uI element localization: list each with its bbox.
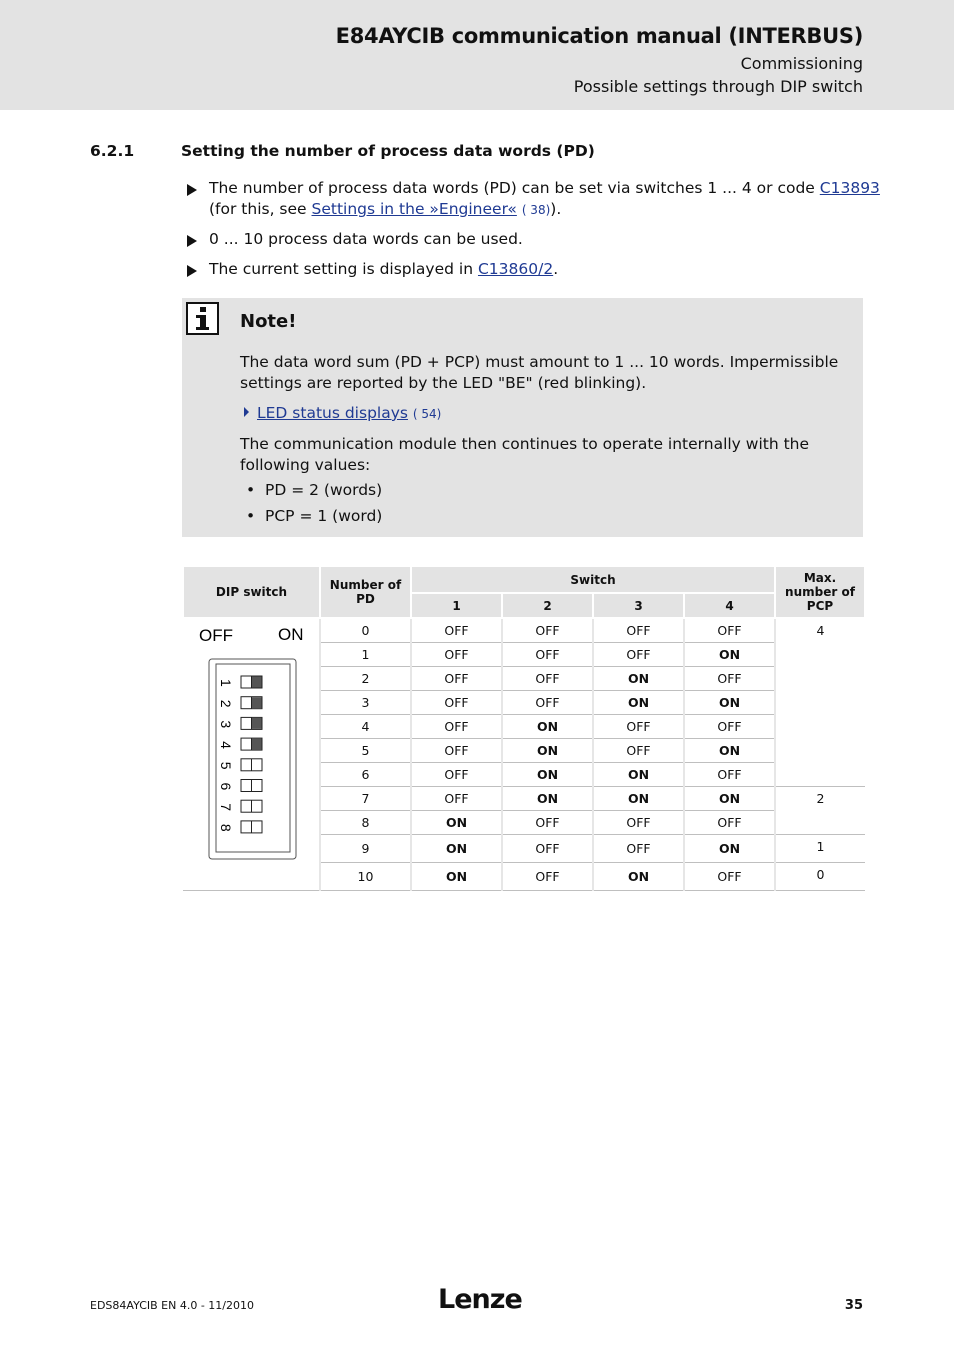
switch-state: OFF <box>502 811 593 835</box>
list-item: • PD = 2 (words) <box>246 481 383 499</box>
link-c13893[interactable]: C13893 <box>819 179 880 197</box>
switch-state: OFF <box>684 763 775 787</box>
switch-state: ON <box>411 811 502 835</box>
document-code: EDS84AYCIB EN 4.0 - 11/2010 <box>90 1299 254 1312</box>
header-dip-switch: DIP switch <box>183 566 320 618</box>
switch-state: OFF <box>502 667 593 691</box>
section-subtitle: Possible settings through DIP switch <box>573 77 863 96</box>
header-switch-1: 1 <box>411 593 502 618</box>
lenze-logo: Lenze <box>438 1284 522 1315</box>
dip-switch-number: 1 <box>218 679 234 687</box>
header-switch-3: 3 <box>593 593 684 618</box>
note-text: The communication module then continues to operate internally with the <box>240 435 810 453</box>
dip-lever-on <box>252 718 262 729</box>
pd-value: 1 <box>320 643 411 667</box>
pd-value: 0 <box>320 618 411 643</box>
switch-state: ON <box>593 787 684 811</box>
switch-state: ON <box>593 691 684 715</box>
switch-state: OFF <box>593 618 684 643</box>
note-text: The data word sum (PD + PCP) must amount to 1 ... 10 words. Impermissible <box>240 353 839 371</box>
switch-state: ON <box>684 835 775 863</box>
switch-state: ON <box>684 787 775 811</box>
page-ref[interactable]: ( 38) <box>521 203 551 217</box>
dip-switch-number: 6 <box>218 782 234 791</box>
switch-state: OFF <box>684 715 775 739</box>
dip-lever-on <box>252 697 262 708</box>
header-switch: Switch <box>411 566 775 593</box>
switch-state: OFF <box>502 643 593 667</box>
pd-value: 10 <box>320 863 411 891</box>
switch-state: ON <box>593 667 684 691</box>
dip-on-label: ON <box>278 625 304 644</box>
switch-state: OFF <box>411 643 502 667</box>
header-number-pd: Number of PD <box>320 566 411 618</box>
switch-state: OFF <box>593 715 684 739</box>
switch-state: OFF <box>411 715 502 739</box>
pcp-value: 2 <box>775 787 865 835</box>
pd-value: 9 <box>320 835 411 863</box>
switch-state: ON <box>502 715 593 739</box>
pcp-value: 4 <box>775 618 865 787</box>
chapter-title: Commissioning <box>740 54 863 73</box>
link-c13860-2[interactable]: C13860/2 <box>477 260 554 278</box>
switch-state: ON <box>684 691 775 715</box>
page-number: 35 <box>844 1298 863 1313</box>
header-switch-2: 2 <box>502 593 593 618</box>
switch-state: OFF <box>411 618 502 643</box>
dip-switch-diagram <box>183 618 320 891</box>
link-arrow-icon <box>244 407 249 417</box>
switch-state: OFF <box>411 739 502 763</box>
document-title: E84AYCIB communication manual (INTERBUS) <box>335 24 863 48</box>
section-number: 6.2.1 <box>90 142 135 160</box>
switch-state: OFF <box>684 811 775 835</box>
pd-value: 6 <box>320 763 411 787</box>
switch-state: ON <box>502 763 593 787</box>
note-box <box>182 298 863 537</box>
pd-value: 2 <box>320 667 411 691</box>
switch-state: OFF <box>684 667 775 691</box>
switch-state: ON <box>684 739 775 763</box>
link-settings-engineer[interactable]: Settings in the »Engineer« <box>311 200 517 218</box>
link-led-status[interactable]: LED status displays ( 54) <box>244 404 441 422</box>
switch-state: ON <box>411 835 502 863</box>
dip-lever-on <box>252 739 262 750</box>
switch-state: OFF <box>411 787 502 811</box>
page-header <box>0 0 954 110</box>
pd-value: 5 <box>320 739 411 763</box>
switch-state: OFF <box>502 835 593 863</box>
switch-state: ON <box>502 739 593 763</box>
switch-state: OFF <box>502 691 593 715</box>
dip-switch-number: 3 <box>218 720 234 729</box>
header-switch-4: 4 <box>684 593 775 618</box>
switch-state: OFF <box>502 618 593 643</box>
dip-off-label: OFF <box>199 626 233 645</box>
dip-lever-on <box>252 677 262 688</box>
switch-state: ON <box>502 787 593 811</box>
bullet-arrow-icon <box>187 265 197 277</box>
switch-state: OFF <box>593 811 684 835</box>
switch-state: OFF <box>593 739 684 763</box>
note-text: settings are reported by the LED "BE" (red blinking). <box>240 374 647 392</box>
dip-switch-number: 7 <box>218 803 234 811</box>
table-row <box>183 618 865 643</box>
switch-state: OFF <box>411 691 502 715</box>
pcp-value: 1 <box>775 835 865 863</box>
pd-value: 4 <box>320 715 411 739</box>
pd-value: 8 <box>320 811 411 835</box>
bullet-arrow-icon <box>187 235 197 247</box>
pd-settings-table <box>182 565 866 891</box>
note-title: Note! <box>240 311 297 332</box>
pd-value: 7 <box>320 787 411 811</box>
switch-state: OFF <box>411 763 502 787</box>
switch-state: OFF <box>411 667 502 691</box>
bullet-arrow-icon <box>187 184 197 196</box>
header-max-pcp: Max. number of PCP <box>775 566 865 618</box>
switch-state: OFF <box>684 618 775 643</box>
pd-value: 3 <box>320 691 411 715</box>
dip-switch-number: 2 <box>218 699 234 708</box>
info-icon <box>186 302 219 335</box>
section-title: Setting the number of process data words (PD) <box>181 142 595 160</box>
switch-state: ON <box>411 863 502 891</box>
switch-state: OFF <box>502 863 593 891</box>
pcp-value: 0 <box>775 863 865 891</box>
dip-switch-number: 8 <box>218 823 234 832</box>
dip-switch-number: 5 <box>218 761 234 770</box>
switch-state: ON <box>684 643 775 667</box>
switch-state: ON <box>593 763 684 787</box>
switch-state: OFF <box>684 863 775 891</box>
dip-switch-number: 4 <box>218 741 234 749</box>
list-item: • PCP = 1 (word) <box>246 507 383 525</box>
note-text: following values: <box>240 456 371 474</box>
switch-state: OFF <box>593 835 684 863</box>
switch-state: OFF <box>593 643 684 667</box>
switch-state: ON <box>593 863 684 891</box>
